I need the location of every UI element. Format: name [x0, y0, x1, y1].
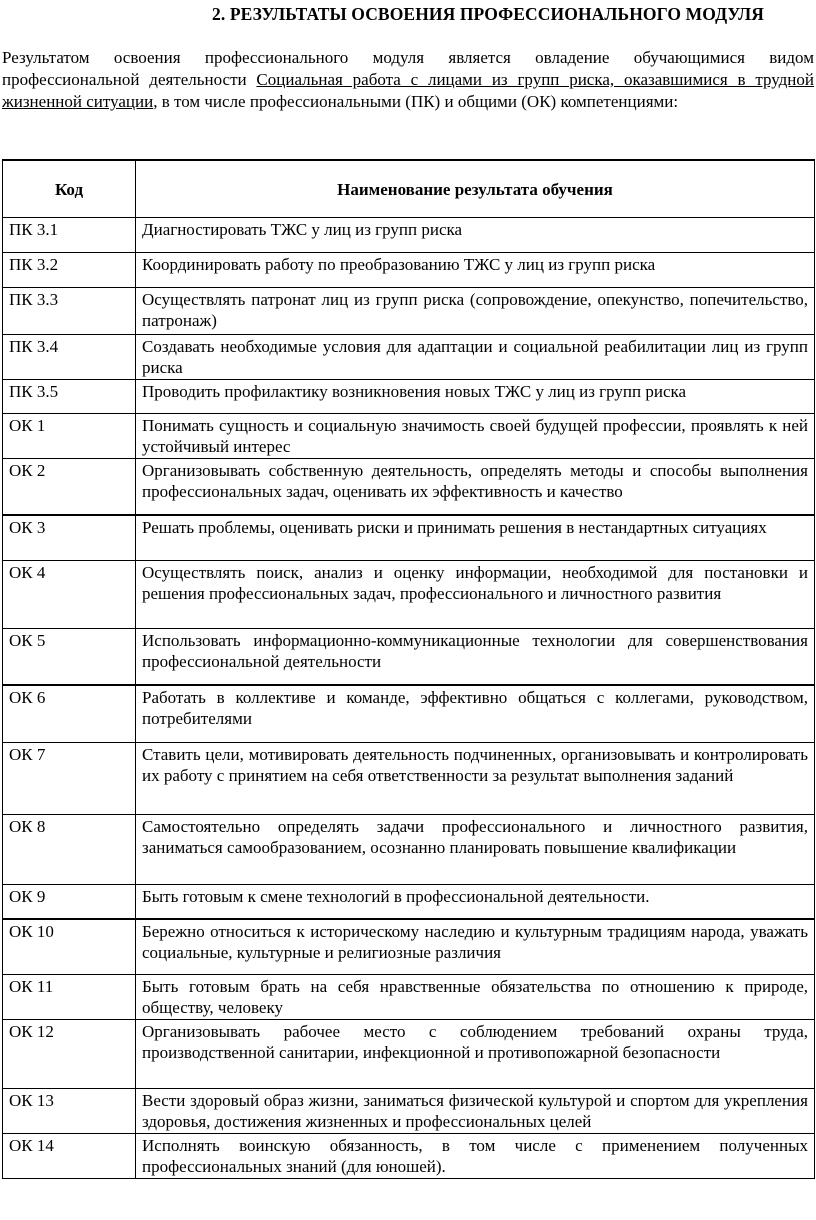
row-text: Решать проблемы, оценивать риски и принимать решения в нестандартных ситуациях	[136, 515, 815, 561]
table-row	[3, 743, 815, 815]
table-row	[3, 885, 815, 919]
row-text: Использовать информационно-коммуникационные технологии для совершенствования профессиональной деятельности	[136, 629, 815, 685]
row-code: ОК 2	[3, 459, 136, 515]
row-text: Координировать работу по преобразованию ТЖС у лиц из групп риска	[136, 253, 815, 288]
table-row	[3, 1089, 815, 1134]
table-row	[3, 685, 815, 743]
results-table	[2, 159, 815, 1179]
row-code: ОК 6	[3, 685, 136, 743]
row-code: ОК 7	[3, 743, 136, 815]
row-text: Организовывать собственную деятельность, определять методы и способы выполнения профессиональных задач, оценивать их эффективность и качество	[136, 459, 815, 515]
intro-activity-type: Социальная работа с лицами из групп риска, оказавшимися в трудной жизненной ситуации	[2, 70, 815, 111]
row-code: ПК 3.3	[3, 288, 136, 335]
table-row	[3, 414, 815, 459]
row-code: ПК 3.1	[3, 218, 136, 253]
table-row	[3, 1134, 815, 1179]
table-header-row	[3, 160, 815, 218]
row-code: ПК 3.4	[3, 335, 136, 380]
intro-paragraph	[2, 47, 814, 113]
table-row	[3, 218, 815, 253]
row-text: Самостоятельно определять задачи профессионального и личностного развития, заниматься самообразованием, осознанно планировать повышение квалификации	[136, 815, 815, 885]
header-result-name: Наименование результата обучения	[136, 160, 815, 218]
table-row	[3, 1020, 815, 1089]
header-code: Код	[3, 160, 136, 218]
row-code: ОК 1	[3, 414, 136, 459]
row-code: ОК 13	[3, 1089, 136, 1134]
table-row	[3, 459, 815, 515]
row-text: Осуществлять поиск, анализ и оценку информации, необходимой для постановки и решения профессиональных задач, профессионального и личностного развития	[136, 561, 815, 629]
row-text: Вести здоровый образ жизни, заниматься физической культурой и спортом для укрепления здоровья, достижения жизненных и профессиональных целей	[136, 1089, 815, 1134]
table-row	[3, 975, 815, 1020]
row-code: ОК 10	[3, 919, 136, 975]
row-text: Осуществлять патронат лиц из групп риска (сопровождение, опекунство, попечительство, патронаж)	[136, 288, 815, 335]
row-code: ПК 3.5	[3, 380, 136, 414]
row-text: Понимать сущность и социальную значимость своей будущей профессии, проявлять к ней устойчивый интерес	[136, 414, 815, 459]
row-text: Создавать необходимые условия для адаптации и социальной реабилитации лиц из групп риска	[136, 335, 815, 380]
row-code: ОК 11	[3, 975, 136, 1020]
row-code: ОК 9	[3, 885, 136, 919]
row-code: ОК 8	[3, 815, 136, 885]
row-text: Быть готовым брать на себя нравственные обязательства по отношению к природе, обществу, человеку	[136, 975, 815, 1020]
table-row	[3, 288, 815, 335]
row-code: ПК 3.2	[3, 253, 136, 288]
row-code: ОК 4	[3, 561, 136, 629]
table-row	[3, 919, 815, 975]
row-text: Быть готовым к смене технологий в профессиональной деятельности.	[136, 885, 815, 919]
table-row	[3, 629, 815, 685]
intro-text-after: , в том числе профессиональными (ПК) и общими (ОК) компетенциями:	[153, 92, 679, 111]
table-row	[3, 380, 815, 414]
table-row	[3, 335, 815, 380]
intro-text-before: Результатом освоения профессионального модуля является овладение обучающимися видом профессиональной деятельности	[2, 48, 814, 89]
row-code: ОК 5	[3, 629, 136, 685]
row-code: ОК 12	[3, 1020, 136, 1089]
row-text: Исполнять воинскую обязанность, в том числе с применением полученных профессиональных знаний (для юношей).	[136, 1134, 815, 1179]
section-title: 2. РЕЗУЛЬТАТЫ ОСВОЕНИЯ ПРОФЕССИОНАЛЬНОГО МОДУЛЯ	[212, 4, 764, 24]
table-row	[3, 515, 815, 561]
row-text: Работать в коллективе и команде, эффективно общаться с коллегами, руководством, потребителями	[136, 685, 815, 743]
row-code: ОК 14	[3, 1134, 136, 1179]
row-text: Ставить цели, мотивировать деятельность подчиненных, организовывать и контролировать их работу с принятием на себя ответственности за результат выполнения заданий	[136, 743, 815, 815]
row-text: Организовывать рабочее место с соблюдением требований охраны труда, производственной санитарии, инфекционной и противопожарной безопасности	[136, 1020, 815, 1089]
row-text: Бережно относиться к историческому наследию и культурным традициям народа, уважать социальные, культурные и религиозные различия	[136, 919, 815, 975]
table-row	[3, 815, 815, 885]
row-text: Диагностировать ТЖС у лиц из групп риска	[136, 218, 815, 253]
row-text: Проводить профилактику возникновения новых ТЖС у лиц из групп риска	[136, 380, 815, 414]
row-code: ОК 3	[3, 515, 136, 561]
table-row	[3, 561, 815, 629]
table-row	[3, 253, 815, 288]
